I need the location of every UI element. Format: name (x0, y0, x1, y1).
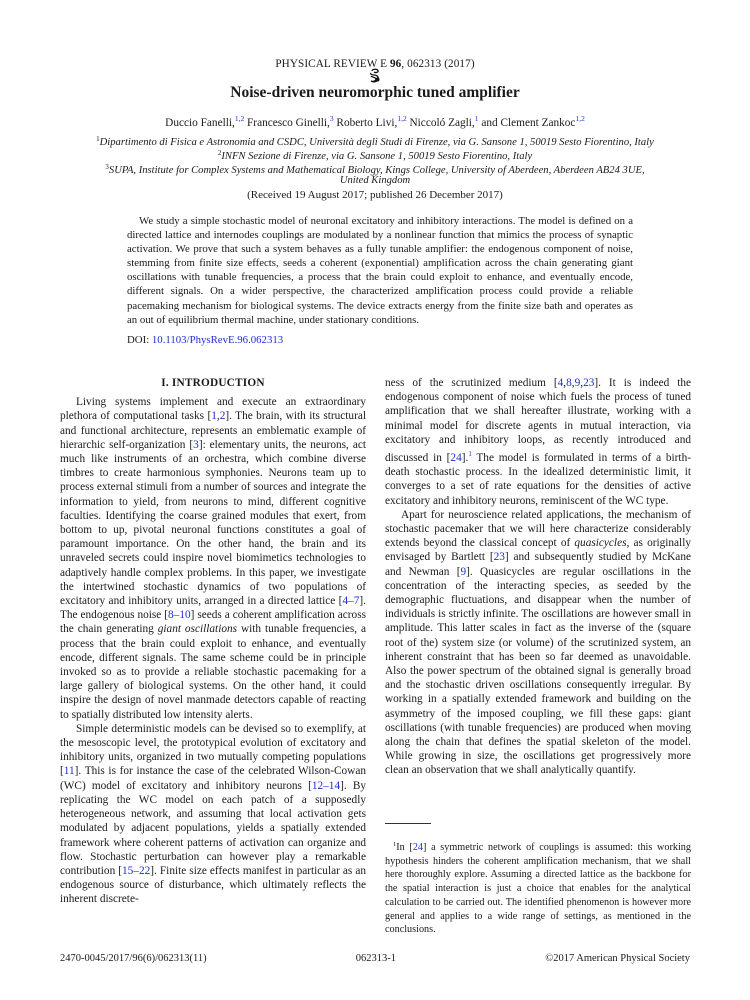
author-name: Niccoló Zagli, (406, 117, 475, 129)
journal-name: PHYSICAL REVIEW E (275, 58, 388, 70)
author-affil-link[interactable]: 1,2 (397, 114, 407, 123)
footnote: $^1$In [24] a symmetric network of couplings is assumed: this working hypothesis hinders the coherent amplification mechanism, that we shall here thoroughly explore. Assuming a directed lattice as the backbone for the spatial interaction is just a choice that enables for the analytical calculation to be carried out. The identified phenomenon is however more general and applies to a wide range of settings, as mentioned in the conclusions. (385, 841, 691, 936)
citation-link[interactable]: 12–14 (311, 779, 341, 792)
citation-link[interactable]: 24 (450, 452, 462, 465)
citation-link[interactable]: 9 (460, 565, 467, 578)
citation-link[interactable]: 23 (583, 377, 595, 389)
doi-link[interactable]: 10.1103/PhysRevE.96.062313 (151, 334, 284, 346)
author-name: and Clement Zankoc (478, 117, 576, 129)
affiliation-text: SUPA, Institute for Complex Systems and Mathematical Biology, Kings College, University of Aberdeen, Aberdeen AB24 3UE, (108, 165, 645, 176)
journal-article-id: , 062313 (2017) (401, 58, 475, 70)
footnote-link[interactable]: 1 (468, 450, 472, 459)
author-list (0, 114, 750, 129)
affiliation-number: 3 (105, 163, 109, 171)
citation-link[interactable]: 9 (574, 377, 581, 389)
author-affil-link[interactable]: 1 (474, 114, 479, 123)
citation-link[interactable]: 3 (193, 438, 199, 451)
footnote-divider (385, 823, 431, 824)
section-heading: I. INTRODUCTION (161, 377, 265, 389)
author-affil-link[interactable]: 1,2 (575, 114, 585, 123)
citation-link[interactable]: 2 (219, 410, 226, 423)
citation-link[interactable]: 4 (557, 377, 564, 389)
page-number: 062313-1 (355, 953, 397, 964)
issn-code: 2470-0045/2017/96(6)/062313(11) (60, 953, 207, 964)
doi (127, 334, 283, 346)
affiliation-number: 1 (96, 135, 100, 143)
doi-label: DOI: (127, 334, 152, 346)
left-column (60, 376, 366, 907)
citation-link[interactable]: 24 (412, 842, 424, 853)
citation-link[interactable]: 4–7 (342, 595, 360, 608)
citation-link[interactable]: 8–10 (168, 609, 191, 622)
journal-volume: 96 (389, 58, 402, 70)
affiliation-text: United Kingdom (339, 175, 411, 186)
received-dates: (Received 19 August 2017; published 26 December 2017) (247, 189, 503, 201)
page-footer (60, 953, 690, 964)
affiliation-continued (0, 174, 750, 188)
affiliation-text: INFN Sezione di Firenze, via G. Sansone 1, 50019 Sesto Fiorentino, Italy (221, 151, 533, 162)
affiliation-text: Dipartimento di Fisica e Astronomia and CSDC, Università degli Studi di Firenze, via G. Sansone 1, 50019 Sesto Fiorentino, Italy (99, 137, 654, 148)
citation-link[interactable]: 23 (493, 551, 505, 564)
author-affil-link[interactable]: 3 (329, 114, 334, 123)
intro-paragraph-3: Apart for neuroscience related applications, the mechanism of stochastic pacemaker that we will here characterize considerably extends beyond the classical concept of quasicycles, as originally envisaged by Bartlett [23] and subsequently studied by McKane and Newman [9]. Quasicycles are regular oscillations in the concentration of the interacting species, as seeded by the demographic fluctuations, and disappear when the number of individuals is strictly infinite. The oscillations are however small in amplitude. This latter scales in fact as the inverse of the (square root of the) system size (or volume) of the scrutinized system, an inherent constraint that has been so far deemed as unavoidable. Also the power spectrum of the obtained signal is generally broad and the stochastic driven oscillations consequently irregular. By working in a spatially extended framework and building on the asymmetry of the imposed coupling, we fill these gaps: giant oscillations (with tunable frequencies) are produced when moving along the chain that defines the spatial skeleton of the model. While growing in size, the oscillations get progressively more clean an observation that we shall analytically quantify. (385, 508, 691, 777)
affiliation-number: 2 (217, 149, 222, 157)
right-column (385, 376, 691, 778)
author-name: Duccio Fanelli, (165, 117, 235, 129)
paper-title: Noise-driven neuromorphic tuned amplifier (230, 84, 520, 101)
citation-link[interactable]: 15–22 (122, 864, 151, 877)
abstract: We study a simple stochastic model of neuronal excitatory and inhibitory interactions. The model is defined on a directed lattice and internodes couplings are modulated by a nonlinear function that mimics the process of synaptic activation. We prove that such a system behaves as a fully tunable amplifier: the endogenous component of noise, stemming from finite size effects, seeds a coherent (exponential) amplification across the chain generating giant oscillations with tunable frequencies, a process that the brain could exploit to enhance, and eventually encode, different signals. On a wider perspective, the characterized amplification process could provide a reliable pacemaking mechanism for biological systems. The device extracts energy from the finite size bath and operates as an out of equilibrium thermal machine, under stationary conditions. (127, 215, 633, 326)
citation-link[interactable]: 8 (566, 377, 572, 389)
citation-link[interactable]: 11 (63, 765, 75, 778)
intro-paragraph-2-continued: ness of the scrutinized medium [4,8,9,23]. It is indeed the endogenous component of noise which fuels the process of tuned amplification that we shall hereafter illustrate, working with a minimal model for discrete agents in mutual interaction, via excitatory and inhibitory loops, as recently introduced and discussed in [24].$^1$ The model is formulated in terms of a birth-death stochastic process. In the idealized deterministic limit, it converges to a set of rate equations for the densities of active excitatory and inhibitory neurons, reminiscent of the WC type. (385, 377, 691, 507)
footnote-number: 1 (393, 841, 397, 848)
author-name: Francesco Ginelli, (244, 117, 330, 129)
author-name: Roberto Livi, (333, 117, 398, 129)
citation-link[interactable]: 1 (211, 410, 217, 423)
intro-paragraph-2: Simple deterministic models can be devised so to exemplify, at the mesoscopic level, the prototypical evolution of excitatory and inhibitory units, organized in two mutually competing populations [11]. This is for instance the case of the celebrated Wilson-Cowan (WC) model of excitatory and inhibitory neurons [12–14]. By replicating the WC model on each patch of a supposedly heterogeneous network, and assuming that local activation gets modulated by adjacent populations, yields a spatially extended framework where coherent patterns of activation can organize and flow. Stochastic perturbation can however play a remarkable contribution [15–22]. Finite size effects manifest in particular as an endogenous source of disturbance, which ultimately reflects the inherent discrete- (60, 722, 367, 906)
intro-paragraph-1: Living systems implement and execute an extraordinary plethora of computational tasks [1,2]. The brain, with its structural and functional architecture, represents an emblematic example of hierarchic self-organization [3]: elementary units, the neurons, act much like instruments of an orchestra, which combine diverse timbres to create harmonious symphonies. Neurons team up to process external stimuli from a number of sources and integrate the information to yield, from neurons to mind, different cognitive faculties. Identifying the coarse grained modules that exert, from bottom to up, pivotal neuronal functions constitutes a goal of paramount importance. On the other hand, the brain and its unraveled secrets could inspire novel biomimetics technologies to adaptively handle complex problems. In this paper, we investigate the intertwined stochastic dynamics of two populations of excitatory and inhibitory units, arranged in a directed lattice [4–7]. The endogenous noise [8–10] seeds a coherent amplification across the chain generating giant oscillations with tunable frequencies, a process that the brain could exploit to enhance, and eventually encode, different signals. The same scheme could be in principle invoked so as to provide a reliable stochastic pacemaking for a large gallery of biological systems. On the other hand, it could inspire the design of novel manmade detectors capable of reacting to spatially distributed low intensity alerts. (60, 396, 367, 721)
copyright: ©2017 American Physical Society (545, 953, 690, 964)
author-affil-link[interactable]: 1,2 (234, 114, 245, 123)
